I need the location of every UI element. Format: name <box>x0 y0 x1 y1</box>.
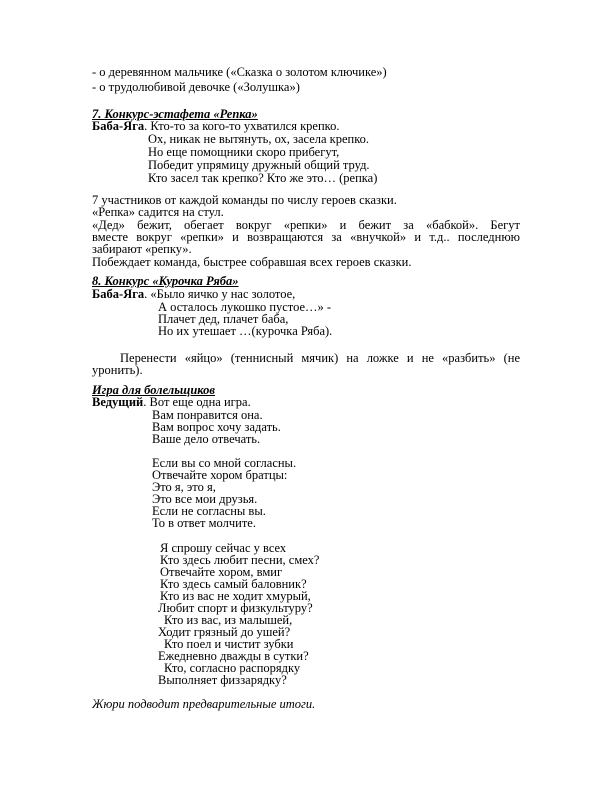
game-verse-line: Я спрошу сейчас у всех <box>160 541 287 555</box>
repka-paragraph-3-line-3: забирают «репку». <box>92 242 192 256</box>
game-verse-line: Кто здесь самый баловник? <box>160 577 307 591</box>
game-first-line: Ведущий. Вот еще одна игра. <box>92 395 251 409</box>
section-8-first-line: Баба-Яга. «Было яичко у нас золотое, <box>92 287 296 301</box>
speaker-host: Ведущий <box>92 395 144 409</box>
kurochka-verse-line: Плачет дед, плачет баба, <box>158 312 289 326</box>
game-verse-line: То в ответ молчите. <box>152 516 256 530</box>
game-verse-line: Ежедневно дважды в сутки? <box>158 649 309 663</box>
game-verse-line: Это я, это я, <box>152 480 216 494</box>
repka-paragraph-4: Побеждает команда, быстрее собравшая всех героев сказки. <box>92 255 412 269</box>
kurochka-task-line-1: Перенести «яйцо» (теннисный мячик) на ложке и не «разбить» (не <box>120 351 520 365</box>
repka-verse-line: Кто засел так крепко? Кто же это… (репка) <box>148 171 378 185</box>
game-verse-line: Вам понравится она. <box>152 408 263 422</box>
repka-paragraph-3-line-2: вместе вокруг «репки» и возвращаются за «внучкой» и т.д.. последнюю <box>92 230 520 244</box>
game-verse-line: Кто, согласно распорядку <box>164 661 301 675</box>
game-title: Игра для болельщиков <box>92 383 215 397</box>
jury-note: Жюри подводит предварительные итоги. <box>92 697 316 711</box>
game-verse-line: Любит спорт и физкультуру? <box>158 601 313 615</box>
repka-verse-line: Победит упрямицу дружный общий труд. <box>148 158 370 172</box>
repka-paragraph-1: 7 участников от каждой команды по числу героев сказки. <box>92 193 397 207</box>
kurochka-task-line-2: уронить). <box>92 363 143 377</box>
section-7-title: 7. Конкурс-эстафета «Репка» <box>92 107 258 121</box>
game-verse-line: Отвечайте хором, вмиг <box>160 565 283 579</box>
speaker-baba-yaga: Баба-Яга <box>92 287 145 301</box>
game-verse-line: Вам вопрос хочу задать. <box>152 420 281 434</box>
game-verse-line: Кто из вас, из малышей, <box>164 613 293 627</box>
game-verse-line: Ваше дело отвечать. <box>152 432 261 446</box>
game-verse-line: Если вы со мной согласны. <box>152 456 297 470</box>
kurochka-verse-line: Но их утешает …(курочка Ряба). <box>158 324 333 338</box>
section-7-first-line: Баба-Яга. Кто-то за кого-то ухватился крепко. <box>92 119 340 133</box>
game-verse-line: Если не согласны вы. <box>152 504 266 518</box>
intro-line-2: - о трудолюбивой девочке («Золушка») <box>92 80 300 94</box>
game-verse-line: Ходит грязный до ушей? <box>158 625 291 639</box>
kurochka-verse-line: А осталось лукошко пустое…» - <box>158 300 332 314</box>
game-verse-line: Отвечайте хором братцы: <box>152 468 288 482</box>
section-8-title: 8. Конкурс «Курочка Ряба» <box>92 274 239 288</box>
game-verse-line: Кто здесь любит песни, смех? <box>160 553 320 567</box>
game-verse-line: Кто поел и чистит зубки <box>164 637 294 651</box>
repka-paragraph-3-line-1: «Дед» бежит, обегает вокруг «репки» и бежит за «бабкой». Бегут <box>92 218 520 232</box>
repka-paragraph-2: «Репка» садится на стул. <box>92 205 224 219</box>
game-verse-line: Выполняет физзарядку? <box>158 673 287 687</box>
game-verse-line: Это все мои друзья. <box>152 492 258 506</box>
speaker-baba-yaga: Баба-Яга <box>92 119 145 133</box>
repka-verse-line: Ох, никак не вытянуть, ох, засела крепко. <box>148 132 370 146</box>
intro-line-1: - о деревянном мальчике («Сказка о золотом ключике») <box>92 65 387 79</box>
game-verse-line: Кто из вас не ходит хмурый, <box>160 589 311 603</box>
repka-verse-line: Но еще помощники скоро прибегут, <box>148 145 340 159</box>
